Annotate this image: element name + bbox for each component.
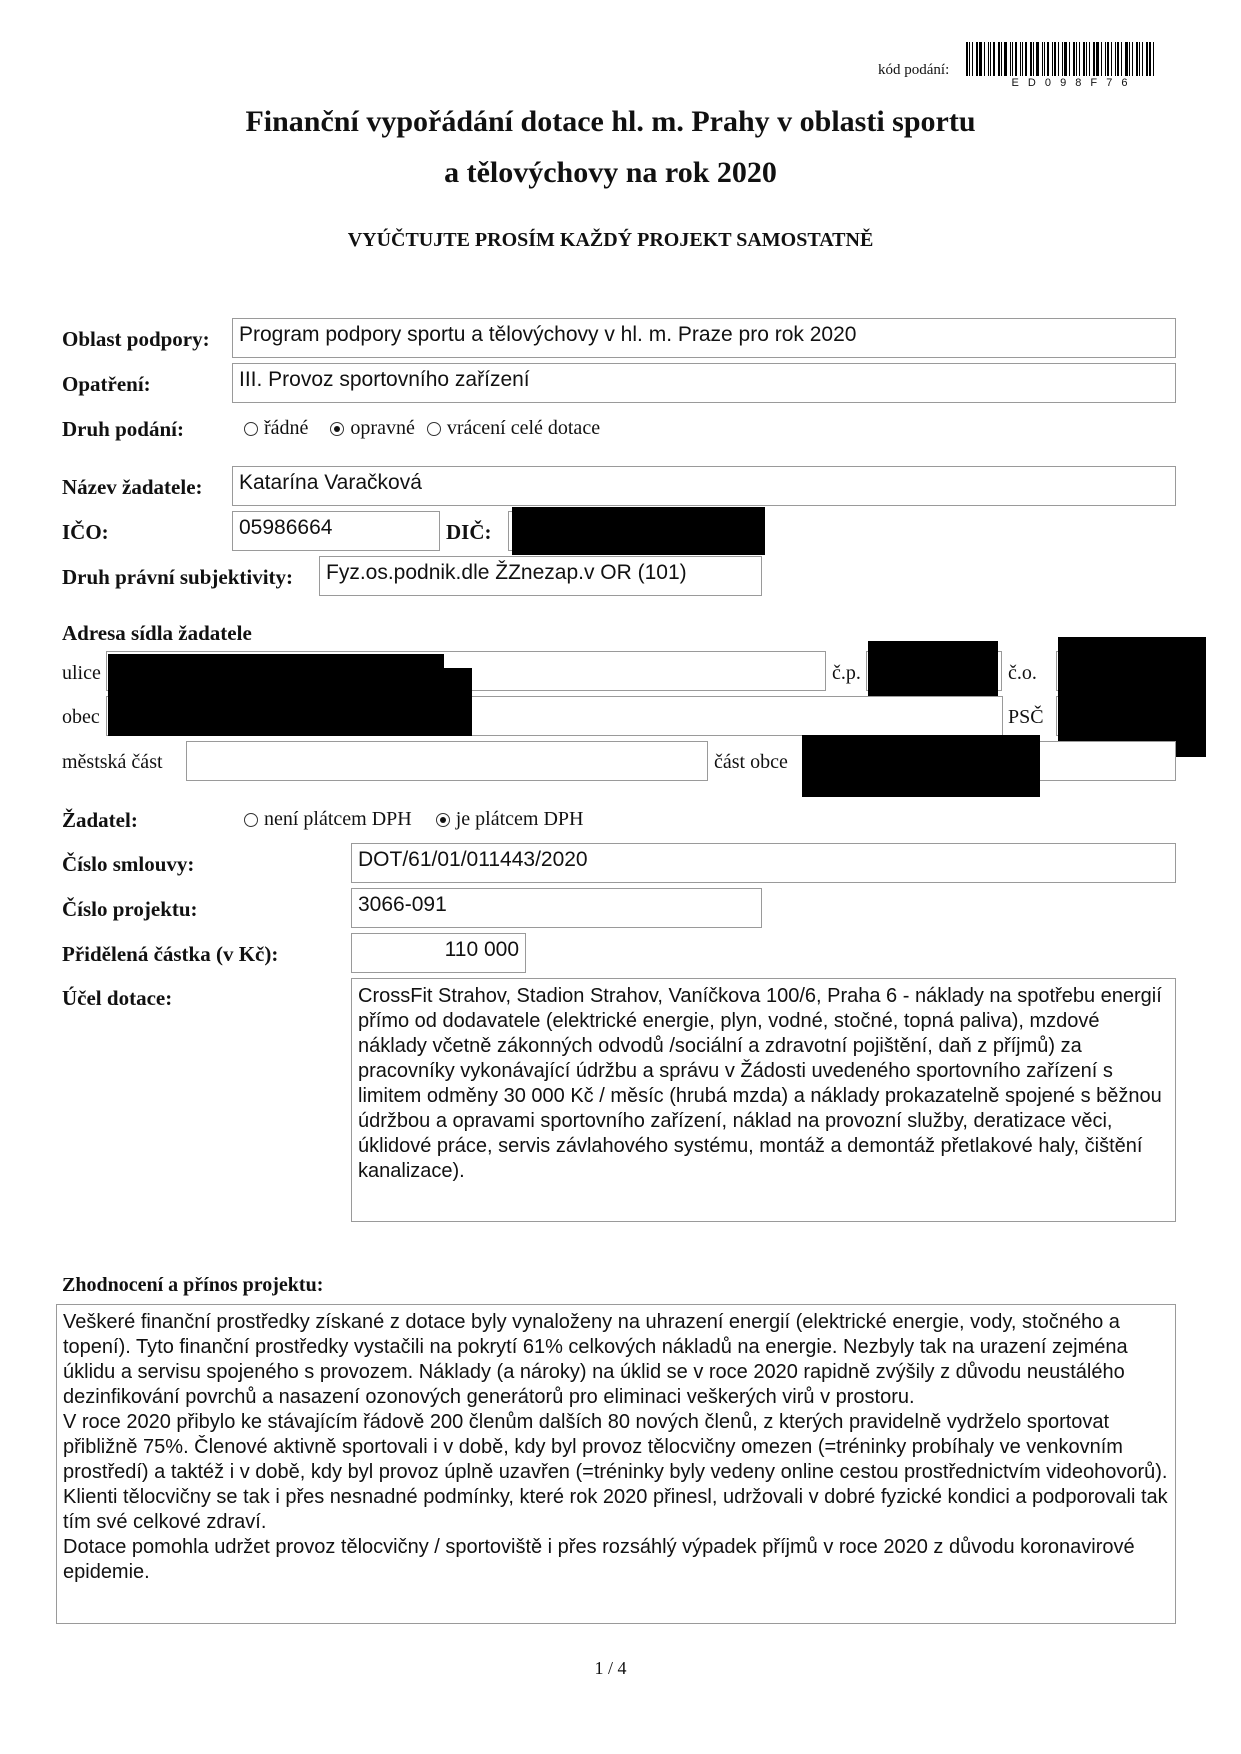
barcode-bar	[1044, 42, 1045, 76]
barcode-bar	[1096, 42, 1099, 76]
projekt-field[interactable]: 3066-091	[351, 888, 762, 928]
nazev-field[interactable]: Katarína Varačková	[232, 466, 1176, 506]
mestska-cast-label: městská část	[62, 751, 163, 773]
barcode-bar	[1001, 42, 1002, 76]
castka-field[interactable]: 110 000	[351, 933, 526, 973]
barcode-bar	[972, 42, 973, 76]
radio-selected-icon	[330, 422, 344, 436]
redaction-obec	[108, 696, 472, 736]
dph-options	[244, 808, 584, 831]
barcode-bar	[1093, 42, 1095, 76]
page-title-line2: a tělovýchovy na rok 2020	[444, 156, 777, 189]
radio-vraceni[interactable]: vrácení celé dotace	[427, 419, 600, 436]
barcode-bar	[1115, 42, 1116, 76]
redaction-cp	[868, 641, 998, 697]
barcode-bar	[966, 42, 968, 76]
barcode-bar	[1010, 42, 1011, 76]
page-number: 1 / 4	[594, 1658, 627, 1678]
barcode-bar	[1079, 42, 1080, 76]
radio-icon	[427, 422, 441, 436]
projekt-label: Číslo projektu:	[62, 897, 198, 921]
castka-label: Přidělená částka (v Kč):	[62, 942, 279, 966]
radio-opravne[interactable]: opravné	[330, 419, 414, 436]
barcode-bar	[1129, 42, 1130, 76]
barcode-bar	[1054, 42, 1056, 76]
radio-neni-platcem[interactable]: není plátcem DPH	[244, 810, 412, 827]
ulice-label: ulice	[62, 662, 101, 684]
opatreni-label: Opatření:	[62, 372, 151, 396]
barcode-bar	[1047, 42, 1049, 76]
barcode-bar	[1125, 42, 1128, 76]
radio-icon	[244, 813, 258, 827]
barcode-bar	[1142, 42, 1143, 76]
barcode-bar	[1089, 42, 1090, 76]
barcode-bar	[1073, 42, 1075, 76]
barcode-bar	[1117, 42, 1119, 76]
barcode-bar	[1139, 42, 1140, 76]
radio-radne[interactable]: řádné	[244, 419, 308, 436]
smlouva-label: Číslo smlouvy:	[62, 852, 195, 876]
opatreni-field[interactable]: III. Provoz sportovního zařízení	[232, 363, 1176, 403]
barcode-bar	[990, 42, 991, 76]
redaction-dic	[512, 507, 765, 555]
barcode-bar	[1062, 42, 1063, 76]
zadatel-label: Žadatel:	[62, 808, 138, 832]
barcode-bar	[1033, 42, 1034, 76]
barcode-bar	[1022, 42, 1023, 76]
evaluation-heading: Zhodnocení a přínos projektu:	[62, 1274, 324, 1296]
ico-label: IČO:	[62, 520, 109, 544]
page-title-line1: Finanční vypořádání dotace hl. m. Prahy v oblasti sportu	[245, 105, 976, 138]
barcode-bar	[1146, 42, 1148, 76]
barcode-bar	[984, 42, 985, 76]
barcode-bar	[1012, 42, 1013, 76]
barcode-bar	[1042, 42, 1043, 76]
radio-je-platcem[interactable]: je plátcem DPH	[436, 810, 584, 827]
oblast-field[interactable]: Program podpory sportu a tělovýchovy v hl. m. Praze pro rok 2020	[232, 318, 1176, 358]
barcode-bar	[1052, 42, 1053, 76]
barcode-bar	[1105, 42, 1106, 76]
pravni-label: Druh právní subjektivity:	[62, 565, 294, 589]
barcode-bar	[1086, 42, 1087, 76]
barcode-bar	[1132, 42, 1133, 76]
barcode-bar	[988, 42, 989, 76]
smlouva-field[interactable]: DOT/61/01/011443/2020	[351, 843, 1176, 883]
barcode-bar	[1107, 42, 1109, 76]
ucel-label: Účel dotace:	[62, 986, 173, 1010]
barcode-bar	[1025, 42, 1027, 76]
druh-podani-options	[244, 417, 600, 440]
ucel-field[interactable]: CrossFit Strahov, Stadion Strahov, Vaníčkova 100/6, Praha 6 - náklady na spotřebu energií přímo od dodavatele (elektrické energie, plyn, vodné, stočné, topná paliva), mzdové náklady včetně zákonných odvodů /sociální a zdravotní pojištění, daň z příjmů) za pracovníky vykonávající údržbu a správu v Žádosti uvedeného sportovního zařízení s limitem odměny 30 000 Kč / měsíc (hrubá mzda) a náklady prokazatelně spojené s běžnou údržbou a opravami sportovního zařízení, náklad na provozní služby, deratizace věci, úklidové práce, servis závlahového systému, montáž a demontáž přetlakové haly, čištění kanalizace).	[351, 978, 1176, 1222]
psc-label: PSČ	[1008, 706, 1044, 728]
barcode-bar	[1030, 42, 1032, 76]
redaction-co-psc	[1058, 637, 1206, 757]
page-subtitle: VYÚČTUJTE PROSÍM KAŽDÝ PROJEKT SAMOSTATNĚ	[347, 229, 874, 251]
dic-label: DIČ:	[446, 520, 492, 544]
barcode-bar	[1015, 42, 1017, 76]
pravni-field[interactable]: Fyz.os.podnik.dle ŽZnezap.v OR (101)	[319, 556, 762, 596]
barcode-bar	[969, 42, 970, 76]
barcode-bar	[1058, 42, 1059, 76]
redaction-ulice	[108, 654, 444, 668]
ico-field[interactable]: 05986664	[232, 511, 440, 551]
barcode-bar	[976, 42, 978, 76]
code-label: kód podání:	[878, 62, 950, 78]
barcode-bar	[1121, 42, 1122, 76]
radio-icon	[244, 422, 258, 436]
cp-label: č.p.	[832, 662, 861, 684]
radio-selected-icon	[436, 813, 450, 827]
evaluation-paragraph-3: Dotace pomohla udržet provoz tělocvičny / sportoviště i přes rozsáhlý výpadek příjmů v roce 2020 z důvodu koronavirové epidemie.	[63, 1536, 1135, 1583]
barcode-text: E D 0 9 8 F 7 6	[1011, 77, 1131, 89]
barcode-bar	[979, 42, 982, 76]
redaction-cast-obce	[802, 735, 1040, 797]
barcode-bar	[1101, 42, 1102, 76]
barcode-bar	[1020, 42, 1021, 76]
evaluation-field[interactable]	[56, 1304, 1176, 1624]
address-heading: Adresa sídla žadatele	[62, 621, 252, 645]
barcode-bar	[1083, 42, 1085, 76]
barcode-bar	[998, 42, 1000, 76]
druh-podani-label: Druh podání:	[62, 417, 184, 441]
barcode-bar	[1004, 42, 1007, 76]
nazev-label: Název žadatele:	[62, 475, 203, 499]
barcode-bar	[1111, 42, 1112, 76]
oblast-label: Oblast podpory:	[62, 327, 210, 351]
barcode-bar	[993, 42, 995, 76]
barcode-bar	[1076, 42, 1077, 76]
barcode-bar	[1136, 42, 1138, 76]
evaluation-paragraph-2: V roce 2020 přibylo ke stávajícím řádově 200 členům dalších 80 nových členů, z kterých pravidelně vydrželo sportovat přibližně 75%. Členové aktivně sportovali i v době, kdy byl provoz tělocvičny omezen (=tréninky probíhaly ve venkovním prostředí) a taktéž i v době, kdy byl provoz úplně uzavřen (=tréninky byly vedeny online cestou prostřednictvím videohovorů). Klienti tělocvičny se tak i přes nesnadné podmínky, které rok 2020 přinesl, udržovali v dobré fyzické kondici a podporovali tak tím své celkové zdraví.	[63, 1411, 1168, 1533]
cast-obce-label: část obce	[714, 751, 788, 773]
barcode	[966, 42, 1176, 89]
barcode-bar	[1153, 42, 1154, 76]
barcode-bar	[1064, 42, 1067, 76]
barcode-bar	[1036, 42, 1039, 76]
evaluation-paragraph-1: Veškeré finanční prostředky získané z dotace byly vynaloženy na uhrazení energií (elektrické energie, vody, stočného a topení). Tyto finanční prostředky vystačili na pokrytí 61% celkových nákladů na energie. Nezbyly tak na urazení zejména úklidu a servisu spojeného s provozem. Náklady (a nároky) na úklid se v roce 2020 rapidně zvýšily z důvodu neustálého dezinfikování povrchů a nasazení ozonových generátorů pro eliminaci veškerých virů v prostoru.	[63, 1311, 1128, 1408]
barcode-bar	[1069, 42, 1070, 76]
barcode-bar	[1149, 42, 1151, 76]
co-label: č.o.	[1008, 662, 1037, 684]
obec-label: obec	[62, 706, 100, 728]
mestska-cast-field[interactable]	[186, 741, 708, 781]
